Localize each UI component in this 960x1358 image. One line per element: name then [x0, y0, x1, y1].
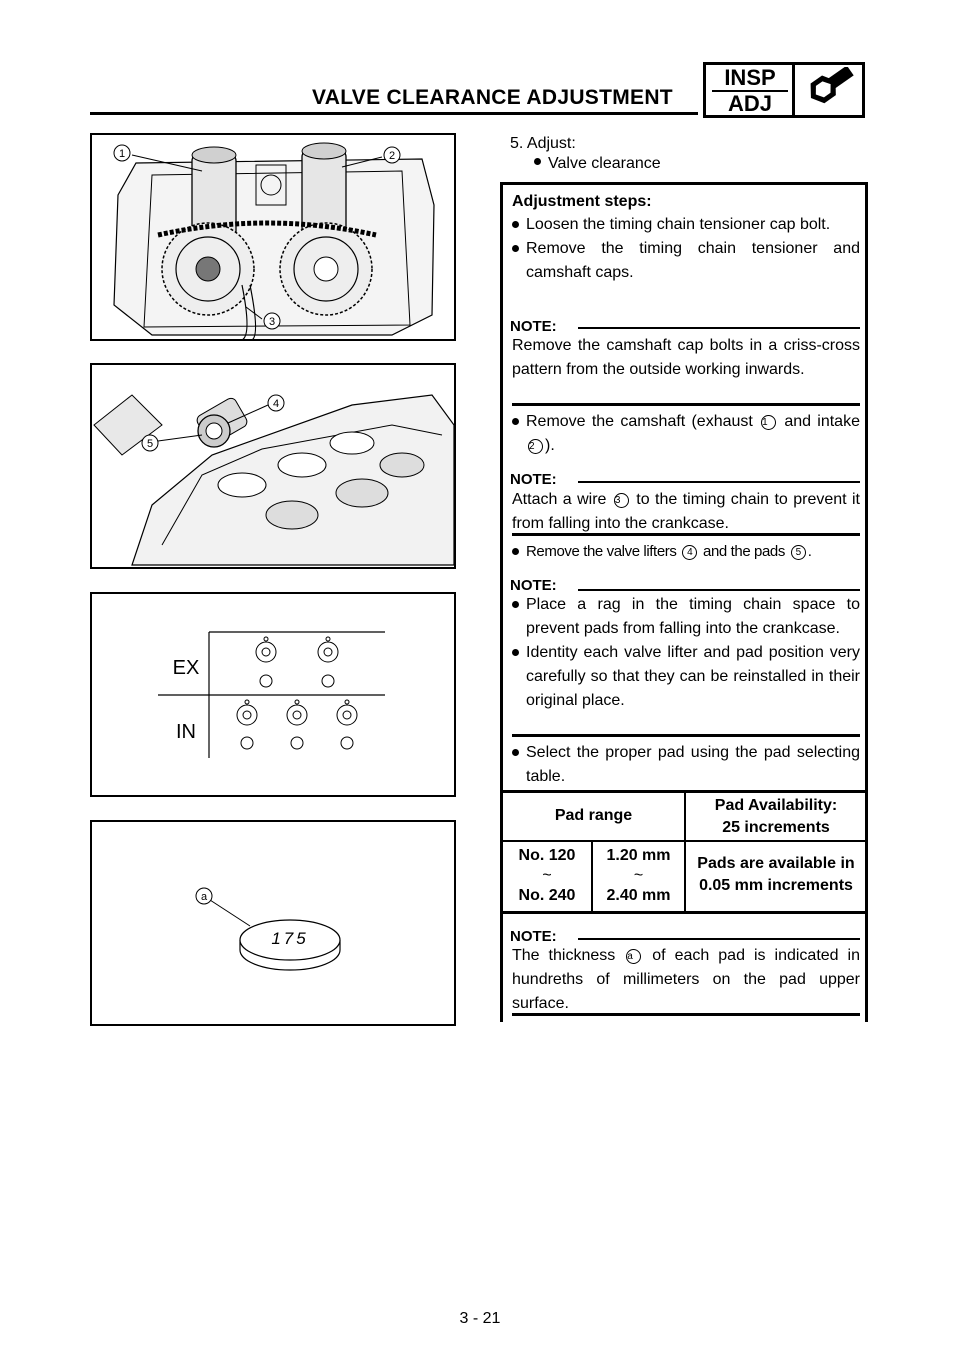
note-text: to the timing chain to prevent it from falling into the crankcase.: [512, 491, 861, 532]
note-end-rule: [512, 734, 860, 737]
page-title: VALVE CLEARANCE ADJUSTMENT: [312, 86, 673, 109]
note-end-rule: [512, 403, 860, 406]
note-rule: [578, 481, 860, 483]
table-cell: ~: [542, 867, 552, 884]
note-2-text: [512, 488, 860, 536]
step-item: [534, 155, 661, 173]
note-label: NOTE:: [510, 577, 557, 594]
list-item: [512, 237, 860, 285]
step-item-text: Valve clearance: [548, 155, 661, 172]
table-header-pad-range: Pad range: [554, 807, 633, 824]
bullet: [512, 245, 519, 252]
list-item-text: Select the proper pad using the pad selecting table.: [526, 744, 860, 785]
list-item-text: Place a rag in the timing chain space to prevent pads from falling into the crankcase.: [526, 596, 860, 637]
figure-valve-lifters: [90, 363, 456, 569]
list-item: [512, 593, 860, 641]
note-4-text: [512, 944, 860, 1016]
bullet: [512, 548, 519, 555]
note-label: NOTE:: [510, 471, 557, 488]
bullet: [512, 221, 519, 228]
list-item-text: and intake: [784, 413, 860, 430]
list-item-text: Loosen the timing chain tensioner cap bolt.: [526, 216, 831, 233]
list-item-text: .: [807, 543, 812, 560]
note-text: Attach a wire: [512, 491, 607, 508]
wrench-icon: [800, 67, 862, 113]
bullet: [534, 158, 541, 165]
list-item: [512, 741, 860, 789]
table-cell: No. 120: [518, 847, 576, 864]
adjustment-title: Adjustment steps:: [512, 193, 652, 210]
list-item-text: Remove the valve lifters: [526, 543, 677, 560]
note-3-list: [512, 593, 860, 713]
steps-group-2: [512, 410, 860, 458]
pad-selection-table: [500, 790, 868, 914]
steps-group-3: [512, 540, 860, 564]
section-badge: [703, 62, 865, 118]
table-header-increments: 25 increments: [722, 819, 830, 836]
bullet: [512, 418, 519, 425]
callout-2-ref: 2: [528, 439, 543, 454]
pad-number: 175: [271, 929, 309, 948]
note-rule: [578, 938, 860, 940]
bullet: [512, 601, 519, 608]
figure-pad-thickness: [90, 820, 456, 1026]
list-item-text: Remove the timing chain tensioner and camshaft caps.: [526, 240, 860, 281]
badge-separator: [792, 65, 795, 115]
list-item-text: Remove the camshaft (exhaust: [526, 413, 753, 430]
note-rule: [578, 327, 860, 329]
table-cell: No. 240: [518, 887, 576, 904]
table-rule: [500, 840, 868, 842]
callout-4: 4: [272, 398, 280, 410]
badge-insp: INSP: [724, 65, 776, 90]
note-label: NOTE:: [510, 928, 557, 945]
callout-a: a: [200, 891, 208, 903]
table-cell: ~: [633, 867, 644, 884]
note-rule: [578, 589, 860, 591]
list-item-text: and the pads: [703, 543, 785, 560]
step-heading: 5. Adjust:: [510, 135, 576, 152]
callout-1: 1: [118, 148, 126, 160]
badge-adj: ADJ: [727, 91, 772, 116]
callout-3-ref: 3: [614, 493, 629, 508]
list-item: [512, 410, 860, 458]
callout-3: 3: [268, 316, 276, 328]
panel-top-rule: [500, 182, 868, 185]
list-item-text: Identity each valve lifter and pad position very carefully so that they can be reinstalled in their original place.: [526, 644, 860, 709]
steps-group-1: [512, 213, 860, 285]
table-cell: Pads are available in: [697, 855, 855, 872]
list-item: [512, 540, 860, 564]
figure-pad-positions: [90, 592, 456, 797]
list-item: [512, 641, 860, 713]
note-text: of each pad is indicated in hundreths of millimeters on the pad upper surface.: [512, 947, 861, 1012]
callout-5: 5: [146, 438, 154, 450]
callout-5-ref: 5: [791, 545, 806, 560]
header-rule: [90, 112, 698, 115]
bullet: [512, 649, 519, 656]
table-rule: [500, 911, 868, 914]
table-cell: 2.40 mm: [606, 887, 671, 904]
table-header-availability: Pad Availability:: [714, 797, 838, 814]
row-label-in: IN: [176, 721, 196, 743]
note-end-rule: [512, 1013, 860, 1016]
callout-4-ref: 4: [682, 545, 697, 560]
page-number: 3 - 21: [459, 1310, 501, 1327]
table-cell: 1.20 mm: [606, 847, 671, 864]
note-end-rule: [512, 533, 860, 536]
table-cell: 0.05 mm increments: [699, 877, 853, 894]
list-item-text: ).: [545, 437, 555, 454]
note-label: NOTE:: [510, 318, 557, 335]
figure-camshafts: [90, 133, 456, 341]
row-label-ex: EX: [172, 657, 200, 679]
bullet: [512, 749, 519, 756]
callout-1-ref: 1: [761, 415, 776, 430]
note-1-text: Remove the camshaft cap bolts in a criss-cross pattern from the outside working inwards.: [512, 337, 860, 378]
note-text: The thickness: [512, 947, 616, 964]
callout-a-ref: a: [626, 949, 641, 964]
steps-group-4: [512, 741, 860, 789]
callout-2: 2: [388, 150, 396, 162]
list-item: [512, 213, 860, 237]
